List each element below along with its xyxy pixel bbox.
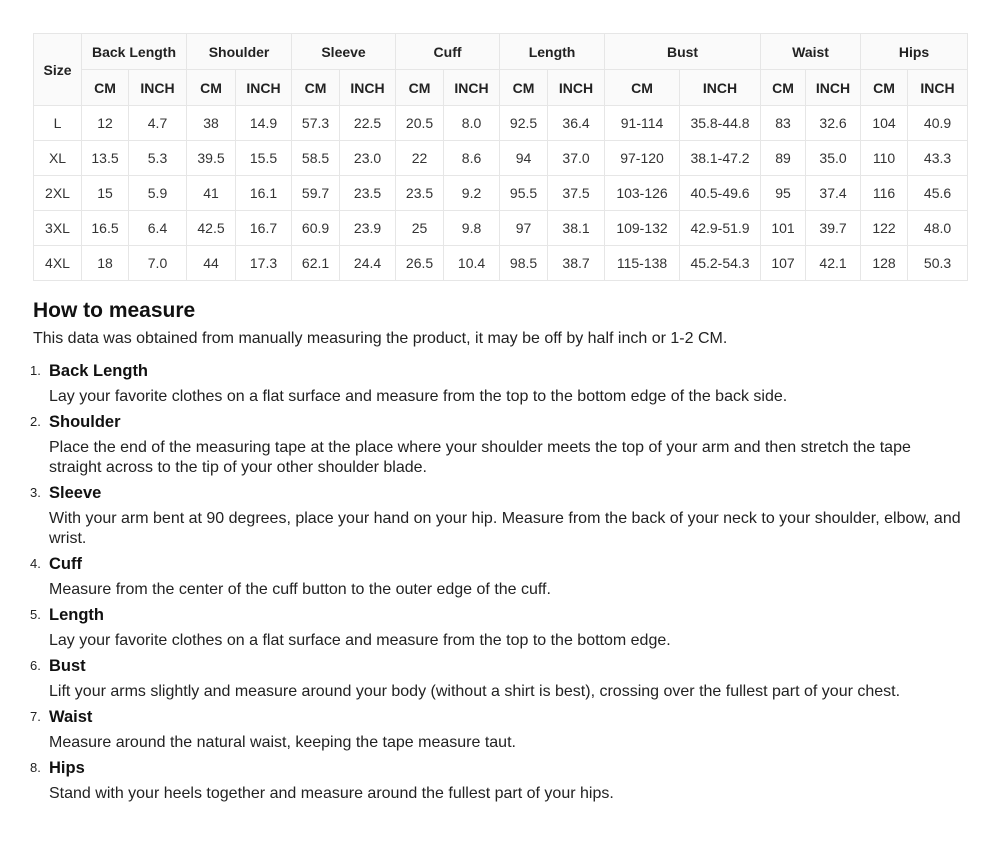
table-cell: 91-114 xyxy=(605,106,680,141)
table-cell: 23.0 xyxy=(340,141,396,176)
step-description: Lay your favorite clothes on a flat surface and measure from the top to the bottom edge. xyxy=(49,632,671,649)
group-header: Hips xyxy=(861,34,968,70)
unit-header: CM xyxy=(82,70,129,106)
unit-header: CM xyxy=(187,70,236,106)
table-cell: 59.7 xyxy=(292,176,340,211)
table-cell: 14.9 xyxy=(236,106,292,141)
step-number: 4. xyxy=(30,556,41,571)
group-header: Length xyxy=(500,34,605,70)
unit-header: CM xyxy=(500,70,548,106)
table-cell: 5.3 xyxy=(129,141,187,176)
table-cell: 40.9 xyxy=(908,106,968,141)
table-cell: 15 xyxy=(82,176,129,211)
table-cell: 23.5 xyxy=(396,176,444,211)
step-length xyxy=(30,604,967,651)
table-cell: 3XL xyxy=(34,211,82,246)
table-cell: 13.5 xyxy=(82,141,129,176)
table-cell: L xyxy=(34,106,82,141)
table-cell: 38.1-47.2 xyxy=(680,141,761,176)
table-cell: 43.3 xyxy=(908,141,968,176)
unit-header: CM xyxy=(861,70,908,106)
size-header: Size xyxy=(34,34,82,106)
step-description: Stand with your heels together and measure around the fullest part of your hips. xyxy=(49,785,614,802)
group-header: Shoulder xyxy=(187,34,292,70)
unit-header-row xyxy=(34,70,968,106)
table-cell: 9.2 xyxy=(444,176,500,211)
table-cell: 4.7 xyxy=(129,106,187,141)
table-cell: 92.5 xyxy=(500,106,548,141)
table-cell: 45.2-54.3 xyxy=(680,246,761,281)
table-cell: 44 xyxy=(187,246,236,281)
table-cell: 16.1 xyxy=(236,176,292,211)
step-title: Cuff xyxy=(49,555,82,573)
table-cell: 23.9 xyxy=(340,211,396,246)
step-number: 2. xyxy=(30,414,41,429)
table-cell: 2XL xyxy=(34,176,82,211)
table-cell: 8.6 xyxy=(444,141,500,176)
table-cell: 12 xyxy=(82,106,129,141)
unit-header: CM xyxy=(761,70,806,106)
table-cell: 62.1 xyxy=(292,246,340,281)
table-cell: 58.5 xyxy=(292,141,340,176)
intro-text: This data was obtained from manually measuring the product, it may be off by half inch or 1-2 CM. xyxy=(33,330,728,347)
table-cell: 37.0 xyxy=(548,141,605,176)
table-cell: 41 xyxy=(187,176,236,211)
step-description: Place the end of the measuring tape at the place where your shoulder meets the top of your arm and then stretch the tape straight across to the tip of your other shoulder blade. xyxy=(49,439,911,476)
table-cell: 37.4 xyxy=(806,176,861,211)
group-header: Sleeve xyxy=(292,34,396,70)
table-cell: 26.5 xyxy=(396,246,444,281)
step-hips xyxy=(30,757,967,804)
table-cell: 15.5 xyxy=(236,141,292,176)
table-cell: 16.7 xyxy=(236,211,292,246)
unit-header: INCH xyxy=(444,70,500,106)
table-cell: 35.8-44.8 xyxy=(680,106,761,141)
section-title: How to measure xyxy=(33,299,196,322)
table-cell: XL xyxy=(34,141,82,176)
table-cell: 128 xyxy=(861,246,908,281)
table-cell: 109-132 xyxy=(605,211,680,246)
table-cell: 38 xyxy=(187,106,236,141)
table-cell: 104 xyxy=(861,106,908,141)
table-cell: 36.4 xyxy=(548,106,605,141)
unit-header: INCH xyxy=(129,70,187,106)
table-cell: 83 xyxy=(761,106,806,141)
table-cell: 115-138 xyxy=(605,246,680,281)
table-header xyxy=(34,34,968,106)
table-cell: 17.3 xyxy=(236,246,292,281)
table-cell: 101 xyxy=(761,211,806,246)
table-cell: 35.0 xyxy=(806,141,861,176)
table-cell: 95 xyxy=(761,176,806,211)
group-header: Bust xyxy=(605,34,761,70)
table-cell: 95.5 xyxy=(500,176,548,211)
table-cell: 9.8 xyxy=(444,211,500,246)
table-cell: 42.1 xyxy=(806,246,861,281)
group-header: Back Length xyxy=(82,34,187,70)
step-description: Lift your arms slightly and measure around your body (without a shirt is best), crossing over the fullest part of your chest. xyxy=(49,683,901,700)
step-title: Shoulder xyxy=(49,413,121,431)
table-cell: 5.9 xyxy=(129,176,187,211)
table-cell: 50.3 xyxy=(908,246,968,281)
group-header-row xyxy=(34,34,968,70)
unit-header: INCH xyxy=(340,70,396,106)
table-cell: 22 xyxy=(396,141,444,176)
table-cell: 42.9-51.9 xyxy=(680,211,761,246)
table-cell: 116 xyxy=(861,176,908,211)
step-cuff xyxy=(30,553,967,600)
table-cell: 39.5 xyxy=(187,141,236,176)
table-cell: 25 xyxy=(396,211,444,246)
step-number: 3. xyxy=(30,485,41,500)
step-number: 6. xyxy=(30,658,41,673)
step-title: Hips xyxy=(49,759,85,777)
table-cell: 22.5 xyxy=(340,106,396,141)
unit-header: INCH xyxy=(680,70,761,106)
step-title: Back Length xyxy=(49,362,149,380)
table-cell: 23.5 xyxy=(340,176,396,211)
step-title: Waist xyxy=(49,708,93,726)
table-cell: 57.3 xyxy=(292,106,340,141)
table-cell: 98.5 xyxy=(500,246,548,281)
table-row xyxy=(34,246,968,281)
table-cell: 107 xyxy=(761,246,806,281)
step-number: 7. xyxy=(30,709,41,724)
unit-header: INCH xyxy=(548,70,605,106)
table-cell: 7.0 xyxy=(129,246,187,281)
table-cell: 20.5 xyxy=(396,106,444,141)
table-cell: 18 xyxy=(82,246,129,281)
table-cell: 32.6 xyxy=(806,106,861,141)
measure-steps-list xyxy=(30,360,967,804)
table-cell: 48.0 xyxy=(908,211,968,246)
group-header: Waist xyxy=(761,34,861,70)
table-row xyxy=(34,106,968,141)
table-cell: 24.4 xyxy=(340,246,396,281)
step-title: Bust xyxy=(49,657,86,675)
step-number: 5. xyxy=(30,607,41,622)
table-cell: 97 xyxy=(500,211,548,246)
step-bust xyxy=(30,655,967,702)
step-description: Measure from the center of the cuff button to the outer edge of the cuff. xyxy=(49,581,551,598)
table-cell: 8.0 xyxy=(444,106,500,141)
table-cell: 4XL xyxy=(34,246,82,281)
table-cell: 16.5 xyxy=(82,211,129,246)
table-cell: 37.5 xyxy=(548,176,605,211)
table-cell: 39.7 xyxy=(806,211,861,246)
table-body xyxy=(34,106,968,281)
step-description: Lay your favorite clothes on a flat surface and measure from the top to the bottom edge of the back side. xyxy=(49,388,788,405)
table-cell: 40.5-49.6 xyxy=(680,176,761,211)
table-cell: 122 xyxy=(861,211,908,246)
how-to-measure-section xyxy=(30,299,967,804)
table-cell: 6.4 xyxy=(129,211,187,246)
group-header: Cuff xyxy=(396,34,500,70)
unit-header: CM xyxy=(292,70,340,106)
unit-header: INCH xyxy=(236,70,292,106)
table-row xyxy=(34,141,968,176)
step-number: 1. xyxy=(30,363,41,378)
size-chart-table xyxy=(33,33,968,281)
table-cell: 103-126 xyxy=(605,176,680,211)
step-sleeve xyxy=(30,482,967,549)
table-cell: 38.1 xyxy=(548,211,605,246)
table-cell: 97-120 xyxy=(605,141,680,176)
table-cell: 110 xyxy=(861,141,908,176)
unit-header: INCH xyxy=(806,70,861,106)
table-cell: 10.4 xyxy=(444,246,500,281)
step-description: Measure around the natural waist, keeping the tape measure taut. xyxy=(49,734,516,751)
step-number: 8. xyxy=(30,760,41,775)
table-row xyxy=(34,176,968,211)
table-cell: 60.9 xyxy=(292,211,340,246)
table-cell: 89 xyxy=(761,141,806,176)
step-title: Sleeve xyxy=(49,484,102,502)
table-row xyxy=(34,211,968,246)
table-cell: 38.7 xyxy=(548,246,605,281)
table-cell: 42.5 xyxy=(187,211,236,246)
table-cell: 45.6 xyxy=(908,176,968,211)
unit-header: INCH xyxy=(908,70,968,106)
table-cell: 94 xyxy=(500,141,548,176)
step-shoulder xyxy=(30,411,967,478)
step-back-length xyxy=(30,360,967,407)
step-waist xyxy=(30,706,967,753)
unit-header: CM xyxy=(605,70,680,106)
unit-header: CM xyxy=(396,70,444,106)
step-title: Length xyxy=(49,606,104,624)
step-description: With your arm bent at 90 degrees, place your hand on your hip. Measure from the back of your neck to your shoulder, elbow, and wrist. xyxy=(49,510,961,547)
